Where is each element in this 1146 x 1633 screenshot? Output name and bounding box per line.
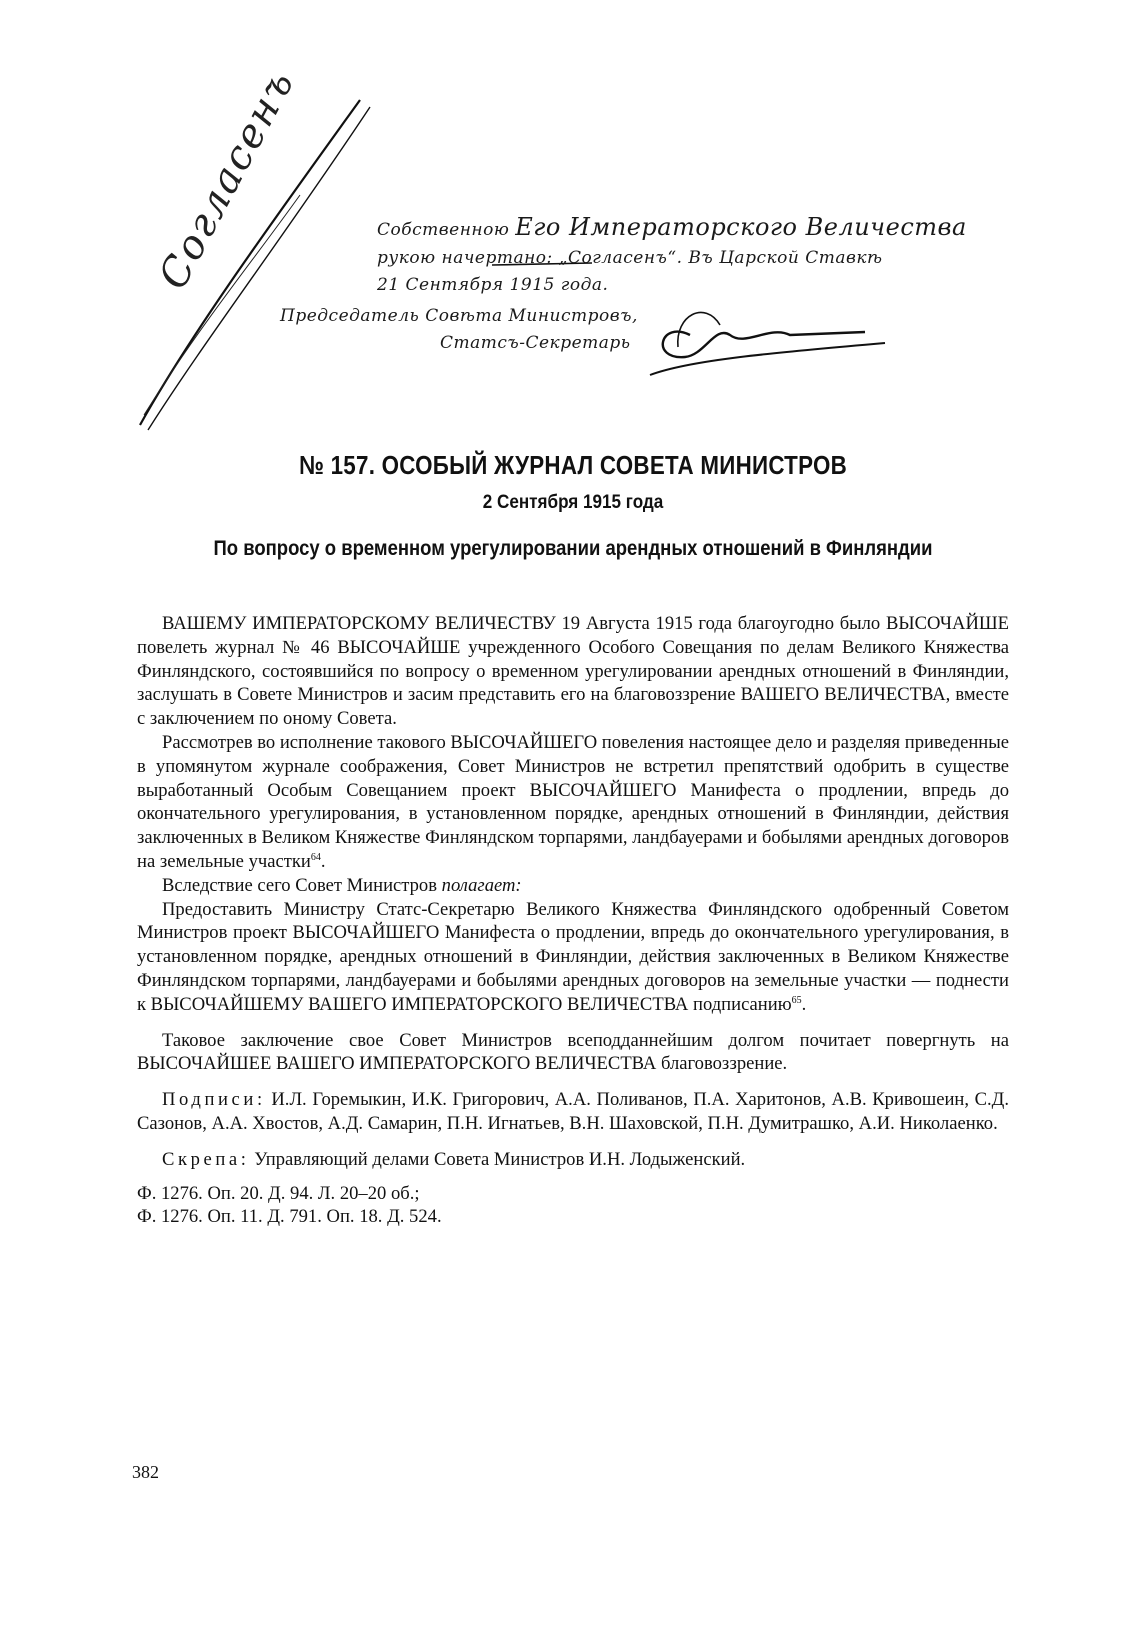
paragraph-4-end: . — [801, 993, 807, 1015]
paragraph-3-text: Вследствие сего Совет Министров — [162, 874, 442, 896]
paragraph-2-text: Рассмотрев во исполнение такового ВЫСОЧАЙШЕГО повеления настоящее дело и разделяя приведенные в упомянутом журнале соображения, Совет Министров не встретил препятствий одобрить в существе выработанный Особым Совещанием проект ВЫСОЧАЙШЕГО Манифеста о продлении, впредь до окончательного урегулирования, в установленном порядке, арендных отношений в Финляндии, действия заключенных в Великом Княжестве Финляндском торпарями, ландбауерами и бобылями арендных договоров на земельные участки — [137, 731, 1009, 872]
resolution-line-2: рукою начертано: „Согласенъ“. Въ Царской Ставкѣ — [377, 248, 883, 268]
resolution-vertical-note: Согласенъ — [150, 61, 304, 297]
paragraph-3 — [137, 874, 1009, 898]
archive-reference-1: Ф. 1276. Оп. 20. Д. 94. Л. 20–20 об.; — [137, 1182, 420, 1204]
document-subtitle: По вопросу о временном урегулировании арендных отношений в Финляндии — [213, 537, 933, 560]
clip — [137, 1148, 1009, 1172]
resolution-line-3: 21 Сентября 1915 года. — [377, 275, 609, 295]
paragraph-3-emphasis: полагает: — [441, 874, 522, 896]
handwritten-resolution — [130, 61, 967, 435]
footnote-ref-64[interactable]: 64 — [310, 851, 321, 863]
resolution-line-1-main: Его Императорского Величества — [515, 213, 967, 241]
clip-text: Управляющий делами Совета Министров И.Н. Лодыженский. — [254, 1148, 746, 1170]
footnote-ref-65[interactable]: 65 — [791, 994, 802, 1006]
page-number: 382 — [132, 1462, 159, 1482]
document-title: № 157. ОСОБЫЙ ЖУРНАЛ СОВЕТА МИНИСТРОВ — [298, 450, 848, 480]
clip-label: Скрепа: — [162, 1148, 250, 1170]
paragraph-2 — [137, 731, 1009, 874]
paragraph-5: Таковое заключение свое Совет Министров всеподданнейшим долгом почитает повергнуть на ВЫСОЧАЙШЕЕ ВАШЕГО ИМПЕРАТОРСКОГО ВЕЛИЧЕСТВА благовоззрение. — [137, 1029, 1009, 1075]
paragraph-4-text: Предоставить Министру Статс-Секретарю Великого Княжества Финляндского одобренный Советом Министров проект ВЫСОЧАЙШЕГО Манифеста о продлении, впредь до окончательного урегулирования, в установленном порядке, арендных отношений в Финляндии, действия заключенных в Великом Княжестве Финляндском торпарями, ландбауерами и бобылями арендных договоров на земельные участки — поднести к ВЫСОЧАЙШЕМУ ВАШЕГО ИМПЕРАТОРСКОГО ВЕЛИЧЕСТВА подписанию — [137, 898, 1009, 1015]
signatures — [137, 1088, 1009, 1136]
document-date: 2 Сентября 1915 года — [482, 492, 664, 513]
archive-reference-2: Ф. 1276. Оп. 11. Д. 791. Оп. 18. Д. 524. — [137, 1206, 442, 1228]
paragraph-1: ВАШЕМУ ИМПЕРАТОРСКОМУ ВЕЛИЧЕСТВУ 19 Августа 1915 года благоугодно было ВЫСОЧАЙШЕ повелеть журнал № 46 ВЫСОЧАЙШЕ учрежденного Особого Совещания по делам Великого Княжества Финляндского, состоявшийся по вопросу о временном урегулировании арендных отношений в Финляндии, заслушать в Совете Министров и засим представить его на благовоззрение ВАШЕГО ВЕЛИЧЕСТВА, вместе с заключением по оному Совета. — [137, 613, 1009, 730]
signatures-label: Подписи: — [162, 1089, 266, 1111]
paragraph-4 — [137, 898, 1009, 1017]
resolution-line-5: Статсъ-Секретарь — [440, 333, 631, 353]
resolution-line-1 — [377, 213, 967, 241]
resolution-line-1-prefix: Собственною — [377, 220, 510, 240]
paragraph-2-end: . — [320, 850, 326, 872]
signatures-list: И.Л. Горемыкин, И.К. Григорович, А.А. Поливанов, П.А. Харитонов, А.В. Кривошеин, С.Д. Сазонов, А.А. Хвостов, А.Д. Самарин, П.Н. Игнатьев, В.Н. Шаховской, П.Н. Думитрашко, А.И. Николаенко. — [137, 1089, 1010, 1134]
document-body — [137, 612, 1009, 1229]
resolution-line-4: Председатель Совѣта Министровъ, — [280, 306, 638, 326]
